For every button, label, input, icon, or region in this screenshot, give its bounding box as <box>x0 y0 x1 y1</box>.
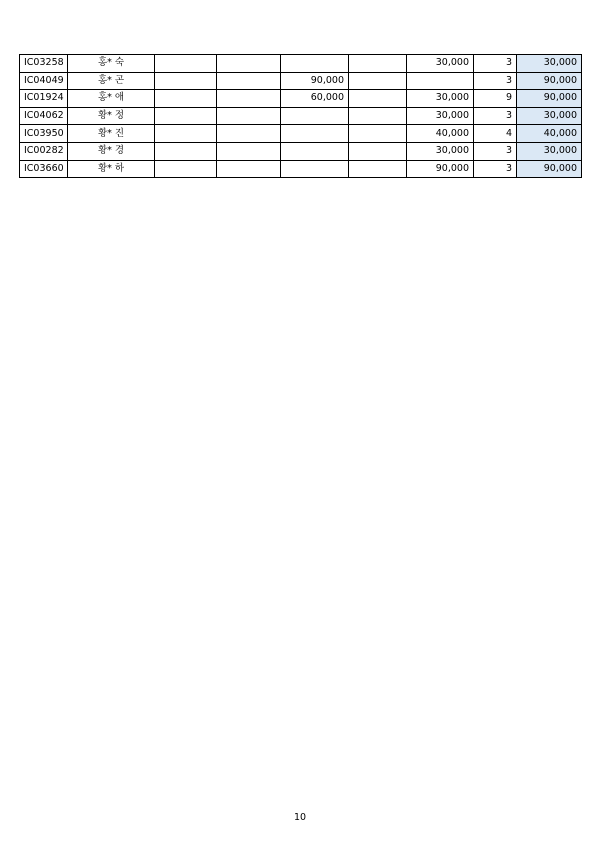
amount-cell <box>281 142 349 160</box>
total-cell: 30,000 <box>517 107 582 125</box>
id-cell: IC03660 <box>20 160 68 178</box>
total-cell: 30,000 <box>517 55 582 73</box>
amount-cell <box>281 125 349 143</box>
name-cell: 황* 하 <box>68 160 155 178</box>
amount-cell <box>349 55 407 73</box>
name-cell: 홍* 숙 <box>68 55 155 73</box>
amount-cell <box>217 72 281 90</box>
total-cell: 90,000 <box>517 160 582 178</box>
name-cell: 황* 경 <box>68 142 155 160</box>
amount-cell: 90,000 <box>281 72 349 90</box>
amount-cell: 30,000 <box>407 90 474 108</box>
name-cell: 홍* 곤 <box>68 72 155 90</box>
total-cell: 90,000 <box>517 72 582 90</box>
count-cell: 3 <box>474 55 517 73</box>
amount-cell <box>281 55 349 73</box>
name-cell: 홍* 애 <box>68 90 155 108</box>
count-cell: 4 <box>474 125 517 143</box>
amount-cell: 30,000 <box>407 55 474 73</box>
amount-cell <box>349 72 407 90</box>
amount-cell <box>407 72 474 90</box>
amount-cell <box>281 160 349 178</box>
amount-cell: 60,000 <box>281 90 349 108</box>
count-cell: 3 <box>474 72 517 90</box>
total-cell: 30,000 <box>517 142 582 160</box>
count-cell: 3 <box>474 142 517 160</box>
amount-cell <box>349 125 407 143</box>
amount-cell <box>155 55 217 73</box>
id-cell: IC03258 <box>20 55 68 73</box>
table-row <box>20 125 582 143</box>
id-cell: IC04062 <box>20 107 68 125</box>
id-cell: IC00282 <box>20 142 68 160</box>
amount-cell <box>217 107 281 125</box>
page-number: 10 <box>293 812 307 823</box>
amount-cell <box>217 160 281 178</box>
amount-cell: 30,000 <box>407 107 474 125</box>
amount-cell <box>349 160 407 178</box>
count-cell: 9 <box>474 90 517 108</box>
amount-cell <box>349 142 407 160</box>
count-cell: 3 <box>474 160 517 178</box>
amount-cell <box>155 142 217 160</box>
total-cell: 40,000 <box>517 125 582 143</box>
amount-cell: 90,000 <box>407 160 474 178</box>
id-cell: IC04049 <box>20 72 68 90</box>
total-cell: 90,000 <box>517 90 582 108</box>
amount-cell <box>349 90 407 108</box>
donation-table <box>19 54 582 178</box>
name-cell: 황* 정 <box>68 107 155 125</box>
count-cell: 3 <box>474 107 517 125</box>
table-row <box>20 55 582 73</box>
amount-cell <box>155 72 217 90</box>
amount-cell <box>349 107 407 125</box>
amount-cell <box>217 125 281 143</box>
table-row <box>20 90 582 108</box>
table-body <box>20 55 582 178</box>
id-cell: IC01924 <box>20 90 68 108</box>
table-row <box>20 160 582 178</box>
amount-cell: 40,000 <box>407 125 474 143</box>
amount-cell <box>217 90 281 108</box>
amount-cell <box>155 107 217 125</box>
amount-cell <box>155 125 217 143</box>
amount-cell <box>217 55 281 73</box>
id-cell: IC03950 <box>20 125 68 143</box>
table-row <box>20 142 582 160</box>
amount-cell: 30,000 <box>407 142 474 160</box>
table-row <box>20 72 582 90</box>
amount-cell <box>217 142 281 160</box>
amount-cell <box>281 107 349 125</box>
amount-cell <box>155 90 217 108</box>
table-row <box>20 107 582 125</box>
name-cell: 황* 진 <box>68 125 155 143</box>
amount-cell <box>155 160 217 178</box>
